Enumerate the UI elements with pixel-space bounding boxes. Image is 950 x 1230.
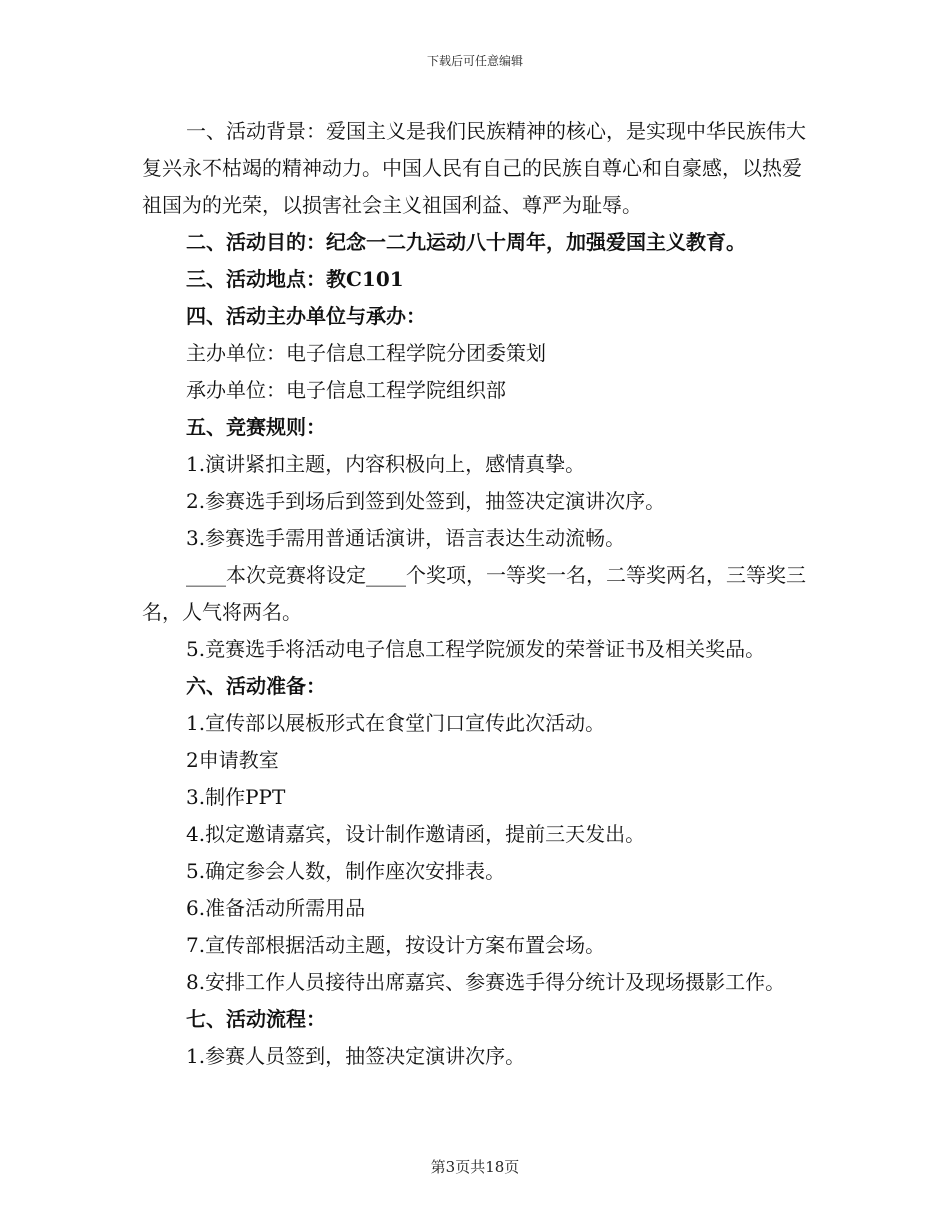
rule-item: 1.演讲紧扣主题，内容积极向上，感情真挚。 [186,452,586,476]
preparation-item: 7.宣传部根据活动主题，按设计方案布置会场。 [186,933,606,957]
section-rules-title: 五、竞赛规则： [186,415,326,439]
section-location: 三、活动地点：教C101 [186,267,404,291]
section-background: 一、活动背景：爱国主义是我们民族精神的核心，是实现中华民族伟大复兴永不枯竭的精神动力。中国人民有自己的民族自尊心和自豪感，以热爱祖国为的光荣，以损害社会主义祖国利益、尊严为耻辱。 [142,119,806,217]
rule-item: ____本次竞赛将设定____个奖项，一等奖一名，二等奖两名，三等奖三名，人气将两名。 [142,563,806,624]
process-step: 1.参赛人员签到，抽签决定演讲次序。 [186,1044,526,1068]
section-purpose: 二、活动目的：纪念一二九运动八十周年，加强爱国主义教育。 [186,230,746,254]
preparation-item: 2申请教室 [186,748,279,772]
host-unit: 主办单位：电子信息工程学院分团委策划 [186,341,546,365]
section-organizers-title: 四、活动主办单位与承办： [186,304,426,328]
document-body [142,113,810,1075]
page-header: 下载后可任意编辑 [426,54,523,68]
section-preparation-title: 六、活动准备： [186,674,326,698]
preparation-item: 4.拟定邀请嘉宾，设计制作邀请函，提前三天发出。 [186,822,646,846]
rule-item: 2.参赛选手到场后到签到处签到，抽签决定演讲次序。 [186,489,666,513]
preparation-item: 1.宣传部以展板形式在食堂门口宣传此次活动。 [186,711,606,735]
preparation-item: 5.确定参会人数，制作座次安排表。 [186,859,506,883]
rule-item: 5.竞赛选手将活动电子信息工程学院颁发的荣誉证书及相关奖品。 [186,637,766,661]
section-process-title: 七、活动流程： [186,1007,326,1031]
preparation-item: 3.制作PPT [186,785,286,809]
preparation-item: 6.准备活动所需用品 [186,896,366,920]
preparation-item: 8.安排工作人员接待出席嘉宾、参赛选手得分统计及现场摄影工作。 [186,970,786,994]
rule-item: 3.参赛选手需用普通话演讲，语言表达生动流畅。 [186,526,626,550]
organizer-unit: 承办单位：电子信息工程学院组织部 [186,378,506,402]
page-footer: 第3页共18页 [430,1158,520,1176]
